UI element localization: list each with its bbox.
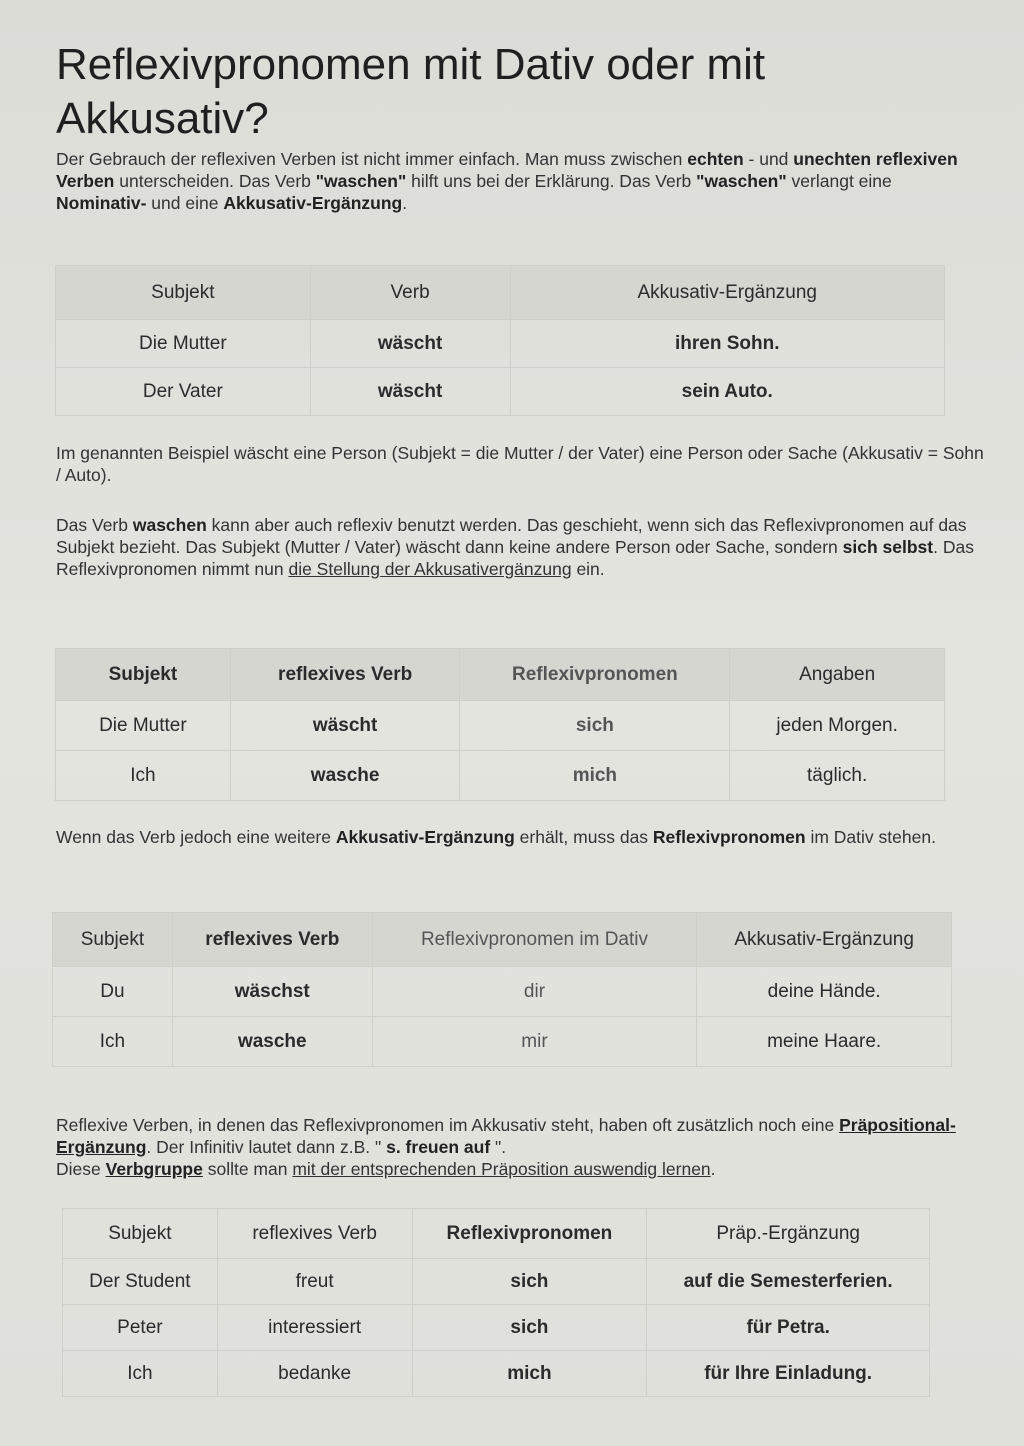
table-cell: Du	[53, 967, 173, 1017]
table-cell: Der Vater	[56, 368, 311, 416]
table-cell: für Petra.	[647, 1305, 930, 1351]
page-title: Reflexivpronomen mit Dativ oder mit Akkusativ?	[56, 40, 766, 143]
table-cell: wäscht	[230, 701, 460, 751]
table-row	[63, 1351, 930, 1397]
column-header: Subjekt	[63, 1209, 218, 1259]
column-header: reflexives Verb	[230, 649, 460, 701]
paragraph-emphasis: sich selbst	[842, 537, 934, 557]
table-cell: mich	[412, 1351, 647, 1397]
intro-text: .	[402, 193, 408, 213]
table-header-row	[63, 1209, 930, 1259]
table-cell: deine Hände.	[697, 967, 952, 1017]
intro-paragraph	[56, 148, 986, 214]
intro-text: verlangt eine	[786, 171, 892, 191]
table-cell: sich	[412, 1259, 647, 1305]
paragraph-text: . Der Infinitiv lautet dann z.B. "	[146, 1137, 387, 1157]
paragraph-text: im Dativ stehen.	[805, 827, 936, 847]
table-cell: dir	[372, 967, 697, 1017]
paragraph-text: ".	[490, 1137, 507, 1157]
table-row	[63, 1305, 930, 1351]
table-cell: Der Student	[63, 1259, 218, 1305]
paragraph-text: kann aber auch reflexiv benutzt werden. Das geschieht, wenn sich das Reflexivpronomen auf das Subjekt bezieht. Das Subjekt (Mutter / Vater) wäscht dann keine andere Person oder Sache, sondern	[56, 515, 967, 557]
table-reflexive-accusative	[55, 648, 945, 801]
table-row	[53, 967, 952, 1017]
table-cell: ihren Sohn.	[510, 320, 945, 368]
paragraph-text: Das Verb	[56, 515, 133, 535]
table-cell: mich	[460, 751, 730, 801]
paragraph-emphasis: Präpositional-Ergänzung	[56, 1115, 956, 1157]
table-cell: wäschst	[172, 967, 372, 1017]
table-header-row	[56, 649, 945, 701]
table-header-row	[53, 913, 952, 967]
table-cell: sich	[412, 1305, 647, 1351]
intro-text: unterscheiden. Das Verb	[114, 171, 316, 191]
column-header: reflexives Verb	[172, 913, 372, 967]
table-cell: bedanke	[217, 1351, 412, 1397]
intro-emphasis: unechten reflexiven Verben	[56, 149, 958, 191]
paragraph-text: Reflexive Verben, in denen das Reflexivpronomen im Akkusativ steht, haben oft zusätzlich noch eine	[56, 1115, 840, 1135]
table-cell: jeden Morgen.	[730, 701, 945, 751]
prepositional-paragraph	[56, 1114, 986, 1180]
reflexive-paragraph	[56, 514, 986, 580]
paragraph-emphasis: s. freuen auf	[386, 1137, 491, 1157]
paragraph-text: . Das Reflexivpronomen nimmt nun	[56, 537, 974, 579]
intro-text: Der Gebrauch der reflexiven Verben ist nicht immer einfach. Man muss zwischen	[56, 149, 688, 169]
column-header: Subjekt	[56, 266, 311, 320]
table-row	[63, 1259, 930, 1305]
column-header: Präp.-Ergänzung	[647, 1209, 930, 1259]
table-cell: täglich.	[730, 751, 945, 801]
column-header: Reflexivpronomen	[412, 1209, 647, 1259]
table-cell: wasche	[172, 1017, 372, 1067]
paragraph-text: ein.	[571, 559, 605, 579]
paragraph-text: Wenn das Verb jedoch eine weitere	[56, 827, 336, 847]
intro-text: - und	[743, 149, 794, 169]
paragraph-text: sollte man	[202, 1159, 293, 1179]
table-row	[56, 751, 945, 801]
table-cell: wäscht	[310, 368, 510, 416]
table-cell: interessiert	[217, 1305, 412, 1351]
paragraph-emphasis: Verbgruppe	[105, 1159, 203, 1179]
paragraph-underline: die Stellung der Akkusativergänzung	[288, 559, 572, 579]
table-waschen-transitive	[55, 265, 945, 416]
table-cell: sich	[460, 701, 730, 751]
table-cell: wasche	[230, 751, 460, 801]
paragraph-emphasis: Reflexivpronomen	[652, 827, 806, 847]
table-cell: auf die Semesterferien.	[647, 1259, 930, 1305]
column-header: Reflexivpronomen im Dativ	[372, 913, 697, 967]
table-cell: Ich	[56, 751, 231, 801]
table-cell: Ich	[63, 1351, 218, 1397]
column-header: reflexives Verb	[217, 1209, 412, 1259]
dative-paragraph	[56, 826, 986, 848]
table-reflexive-dative	[52, 912, 952, 1067]
column-header: Akkusativ-Ergänzung	[697, 913, 952, 967]
table-cell: Die Mutter	[56, 701, 231, 751]
table-row	[56, 320, 945, 368]
intro-emphasis: echten	[687, 149, 744, 169]
table-cell: meine Haare.	[697, 1017, 952, 1067]
column-header: Akkusativ-Ergänzung	[510, 266, 945, 320]
paragraph-text: erhält, muss das	[514, 827, 653, 847]
table-header-row	[56, 266, 945, 320]
table-cell: wäscht	[310, 320, 510, 368]
intro-emphasis: Akkusativ-Ergänzung	[223, 193, 403, 213]
table-cell: mir	[372, 1017, 697, 1067]
intro-emphasis: "waschen"	[696, 171, 787, 191]
column-header: Verb	[310, 266, 510, 320]
table-cell: sein Auto.	[510, 368, 945, 416]
column-header: Angaben	[730, 649, 945, 701]
paragraph-text: .	[710, 1159, 716, 1179]
table-prepositional	[62, 1208, 930, 1397]
table-row	[53, 1017, 952, 1067]
table-cell: Die Mutter	[56, 320, 311, 368]
intro-emphasis: Nominativ-	[56, 193, 147, 213]
table-cell: für Ihre Einladung.	[647, 1351, 930, 1397]
paragraph-emphasis: waschen	[132, 515, 207, 535]
explanation-paragraph: Im genannten Beispiel wäscht eine Person (Subjekt = die Mutter / der Vater) eine Person oder Sache (Akkusativ = Sohn / Auto).	[56, 443, 984, 485]
column-header: Subjekt	[56, 649, 231, 701]
intro-text: hilft uns bei der Erklärung. Das Verb	[406, 171, 697, 191]
column-header: Subjekt	[53, 913, 173, 967]
table-row	[56, 368, 945, 416]
table-row	[56, 701, 945, 751]
paragraph-emphasis: Akkusativ-Ergänzung	[335, 827, 515, 847]
table-cell: freut	[217, 1259, 412, 1305]
table-cell: Ich	[53, 1017, 173, 1067]
table-cell: Peter	[63, 1305, 218, 1351]
paragraph-underline: mit der entsprechenden Präposition auswendig lernen	[292, 1159, 711, 1179]
intro-emphasis: "waschen"	[315, 171, 407, 191]
paragraph-text: Diese	[56, 1159, 106, 1179]
intro-text: und eine	[146, 193, 224, 213]
column-header: Reflexivpronomen	[460, 649, 730, 701]
